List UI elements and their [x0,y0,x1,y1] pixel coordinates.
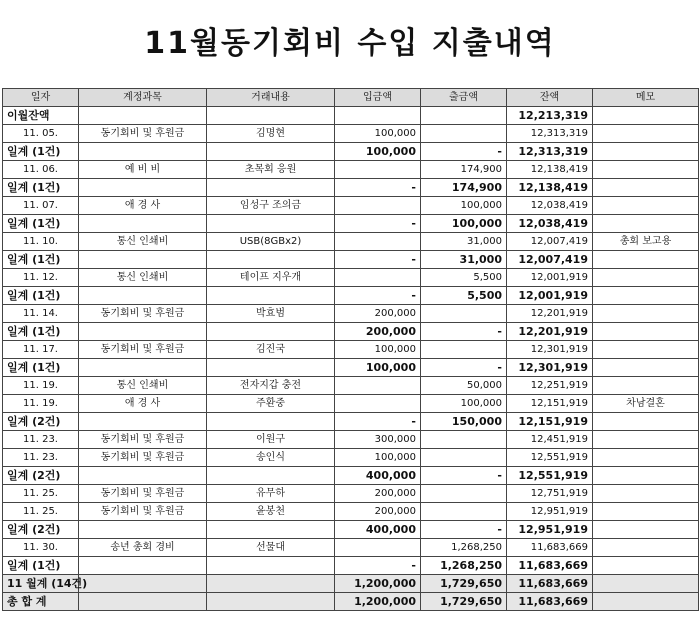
expense-cell: - [421,143,507,161]
expense-cell: 150,000 [421,413,507,431]
memo-cell [593,413,699,431]
balance-cell: 12,138,419 [507,179,593,197]
income-cell [335,107,421,125]
balance-cell: 12,038,419 [507,215,593,233]
account-cell: 애 경 사 [79,197,207,215]
expense-cell: 174,900 [421,161,507,179]
description-cell: 이원구 [207,431,335,449]
grand-total-row [3,593,699,611]
memo-cell [593,179,699,197]
date-cell: 일계 (2건) [3,467,79,485]
date-cell: 일계 (1건) [3,251,79,269]
income-cell: - [335,287,421,305]
expense-cell: 50,000 [421,377,507,395]
income-cell: 100,000 [335,359,421,377]
account-cell: 동기회비 및 후원금 [79,449,207,467]
income-cell: 1,200,000 [335,593,421,611]
date-cell: 11. 19. [3,395,79,413]
account-cell [79,467,207,485]
transaction-row [3,377,699,395]
expense-cell: 5,500 [421,287,507,305]
expense-cell: - [421,359,507,377]
balance-cell: 12,213,319 [507,107,593,125]
balance-cell: 12,313,319 [507,125,593,143]
transaction-row [3,161,699,179]
account-cell [79,557,207,575]
description-cell [207,593,335,611]
income-cell: 300,000 [335,431,421,449]
memo-cell [593,467,699,485]
transaction-row [3,233,699,251]
account-cell: 예 비 비 [79,161,207,179]
account-cell: 동기회비 및 후원금 [79,125,207,143]
account-cell [79,143,207,161]
account-cell [79,413,207,431]
description-cell [207,251,335,269]
description-cell [207,467,335,485]
expense-cell [421,125,507,143]
expense-cell [421,449,507,467]
expense-cell: 31,000 [421,251,507,269]
date-cell: 11. 14. [3,305,79,323]
account-cell [79,521,207,539]
description-cell: 송인식 [207,449,335,467]
description-cell [207,179,335,197]
memo-cell [593,377,699,395]
date-cell: 이월잔액 [3,107,79,125]
description-cell: 초목회 응원 [207,161,335,179]
transaction-row [3,305,699,323]
page-title: 11월동기회비 수입 지출내역 [144,26,556,61]
expense-cell: 174,900 [421,179,507,197]
ledger-table [2,88,699,611]
memo-cell [593,215,699,233]
date-cell: 11. 12. [3,269,79,287]
daily-subtotal-row [3,179,699,197]
balance-cell: 12,001,919 [507,287,593,305]
balance-cell: 11,683,669 [507,557,593,575]
expense-cell [421,341,507,359]
description-cell [207,521,335,539]
description-cell: 유무하 [207,485,335,503]
col-header-account: 계정과목 [79,89,207,107]
balance-cell: 12,151,919 [507,395,593,413]
col-header-description: 거래내용 [207,89,335,107]
description-cell: 주환중 [207,395,335,413]
daily-subtotal-row [3,251,699,269]
memo-cell [593,251,699,269]
income-cell: - [335,179,421,197]
description-cell [207,323,335,341]
date-cell: 11. 25. [3,485,79,503]
header-row [3,89,699,107]
balance-cell: 12,313,319 [507,143,593,161]
account-cell: 송년 총회 경비 [79,539,207,557]
income-cell: 200,000 [335,485,421,503]
account-cell [79,575,207,593]
date-cell: 11. 05. [3,125,79,143]
transaction-row [3,485,699,503]
memo-cell [593,197,699,215]
expense-cell: - [421,323,507,341]
balance-cell: 12,038,419 [507,197,593,215]
expense-cell: 1,729,650 [421,593,507,611]
transaction-row [3,125,699,143]
expense-cell [421,431,507,449]
expense-cell: 5,500 [421,269,507,287]
income-cell: 100,000 [335,143,421,161]
account-cell: 통신 인쇄비 [79,233,207,251]
balance-cell: 12,751,919 [507,485,593,503]
account-cell [79,215,207,233]
balance-cell: 12,201,919 [507,323,593,341]
income-cell [335,161,421,179]
date-cell: 일계 (2건) [3,521,79,539]
income-cell [335,269,421,287]
daily-subtotal-row [3,359,699,377]
expense-cell: - [421,521,507,539]
monthly-total-row [3,575,699,593]
transaction-row [3,197,699,215]
description-cell [207,143,335,161]
description-cell [207,575,335,593]
daily-subtotal-row [3,413,699,431]
balance-cell: 12,301,919 [507,359,593,377]
memo-cell: 차남결혼 [593,395,699,413]
date-cell: 11. 19. [3,377,79,395]
col-header-memo: 메모 [593,89,699,107]
date-cell: 11 월계 (14건) [3,575,79,593]
income-cell [335,395,421,413]
memo-cell [593,539,699,557]
date-cell: 일계 (1건) [3,323,79,341]
balance-cell: 12,551,919 [507,467,593,485]
date-cell: 일계 (1건) [3,287,79,305]
memo-cell [593,125,699,143]
memo-cell [593,359,699,377]
balance-cell: 12,007,419 [507,251,593,269]
description-cell [207,215,335,233]
income-cell [335,233,421,251]
transaction-row [3,341,699,359]
balance-cell: 12,951,919 [507,521,593,539]
account-cell [79,287,207,305]
transaction-row [3,431,699,449]
income-cell: - [335,557,421,575]
balance-cell: 12,301,919 [507,341,593,359]
expense-cell [421,485,507,503]
memo-cell [593,485,699,503]
description-cell: 임성구 조의금 [207,197,335,215]
transaction-row [3,269,699,287]
memo-cell [593,305,699,323]
memo-cell [593,431,699,449]
expense-cell [421,503,507,521]
expense-cell: 31,000 [421,233,507,251]
memo-cell [593,593,699,611]
income-cell [335,377,421,395]
account-cell [79,323,207,341]
account-cell: 동기회비 및 후원금 [79,341,207,359]
col-header-expense: 출금액 [421,89,507,107]
description-cell [207,107,335,125]
balance-cell: 12,001,919 [507,269,593,287]
date-cell: 총 합 계 [3,593,79,611]
transaction-row [3,539,699,557]
account-cell [79,359,207,377]
date-cell: 11. 17. [3,341,79,359]
expense-cell: - [421,467,507,485]
account-cell: 통신 인쇄비 [79,377,207,395]
daily-subtotal-row [3,467,699,485]
memo-cell [593,143,699,161]
memo-cell [593,287,699,305]
expense-cell [421,305,507,323]
expense-cell: 1,268,250 [421,557,507,575]
balance-cell: 11,683,669 [507,539,593,557]
daily-subtotal-row [3,215,699,233]
col-header-date: 일자 [3,89,79,107]
carryover-row [3,107,699,125]
description-cell: 테이프 지우개 [207,269,335,287]
description-cell: 윤봉천 [207,503,335,521]
account-cell: 동기회비 및 후원금 [79,431,207,449]
expense-cell: 1,268,250 [421,539,507,557]
income-cell: 1,200,000 [335,575,421,593]
income-cell: 200,000 [335,305,421,323]
description-cell: 김명현 [207,125,335,143]
memo-cell [593,575,699,593]
transaction-row [3,395,699,413]
income-cell: 400,000 [335,521,421,539]
balance-cell: 12,951,919 [507,503,593,521]
col-header-income: 입금액 [335,89,421,107]
expense-cell: 100,000 [421,395,507,413]
date-cell: 일계 (2건) [3,413,79,431]
description-cell: USB(8GBx2) [207,233,335,251]
date-cell: 일계 (1건) [3,179,79,197]
date-cell: 일계 (1건) [3,557,79,575]
col-header-balance: 잔액 [507,89,593,107]
daily-subtotal-row [3,323,699,341]
memo-cell: 총회 보고용 [593,233,699,251]
income-cell [335,539,421,557]
description-cell [207,557,335,575]
income-cell: - [335,215,421,233]
balance-cell: 12,138,419 [507,161,593,179]
memo-cell [593,107,699,125]
balance-cell: 12,007,419 [507,233,593,251]
income-cell: - [335,413,421,431]
expense-cell [421,107,507,125]
account-cell [79,251,207,269]
account-cell: 동기회비 및 후원금 [79,485,207,503]
balance-cell: 12,451,919 [507,431,593,449]
balance-cell: 12,201,919 [507,305,593,323]
memo-cell [593,341,699,359]
date-cell: 11. 23. [3,449,79,467]
description-cell: 박효범 [207,305,335,323]
account-cell [79,179,207,197]
income-cell: 200,000 [335,503,421,521]
memo-cell [593,323,699,341]
daily-subtotal-row [3,143,699,161]
daily-subtotal-row [3,521,699,539]
ledger-body [3,107,699,611]
memo-cell [593,161,699,179]
expense-cell: 100,000 [421,197,507,215]
memo-cell [593,269,699,287]
date-cell: 11. 30. [3,539,79,557]
date-cell: 11. 25. [3,503,79,521]
income-cell: 400,000 [335,467,421,485]
balance-cell: 12,151,919 [507,413,593,431]
daily-subtotal-row [3,557,699,575]
income-cell [335,197,421,215]
account-cell: 동기회비 및 후원금 [79,503,207,521]
memo-cell [593,557,699,575]
description-cell: 전자지갑 충전 [207,377,335,395]
balance-cell: 11,683,669 [507,593,593,611]
description-cell: 선물대 [207,539,335,557]
transaction-row [3,449,699,467]
income-cell: 200,000 [335,323,421,341]
account-cell [79,107,207,125]
memo-cell [593,521,699,539]
balance-cell: 12,251,919 [507,377,593,395]
date-cell: 일계 (1건) [3,143,79,161]
expense-cell: 1,729,650 [421,575,507,593]
description-cell [207,413,335,431]
income-cell: 100,000 [335,341,421,359]
account-cell [79,593,207,611]
date-cell: 11. 10. [3,233,79,251]
date-cell: 11. 07. [3,197,79,215]
account-cell: 애 경 사 [79,395,207,413]
transaction-row [3,503,699,521]
date-cell: 일계 (1건) [3,215,79,233]
income-cell: 100,000 [335,449,421,467]
account-cell: 동기회비 및 후원금 [79,305,207,323]
daily-subtotal-row [3,287,699,305]
memo-cell [593,503,699,521]
date-cell: 일계 (1건) [3,359,79,377]
description-cell: 김진국 [207,341,335,359]
description-cell [207,359,335,377]
balance-cell: 11,683,669 [507,575,593,593]
account-cell: 통신 인쇄비 [79,269,207,287]
date-cell: 11. 23. [3,431,79,449]
description-cell [207,287,335,305]
expense-cell: 100,000 [421,215,507,233]
income-cell: - [335,251,421,269]
income-cell: 100,000 [335,125,421,143]
date-cell: 11. 06. [3,161,79,179]
memo-cell [593,449,699,467]
balance-cell: 12,551,919 [507,449,593,467]
